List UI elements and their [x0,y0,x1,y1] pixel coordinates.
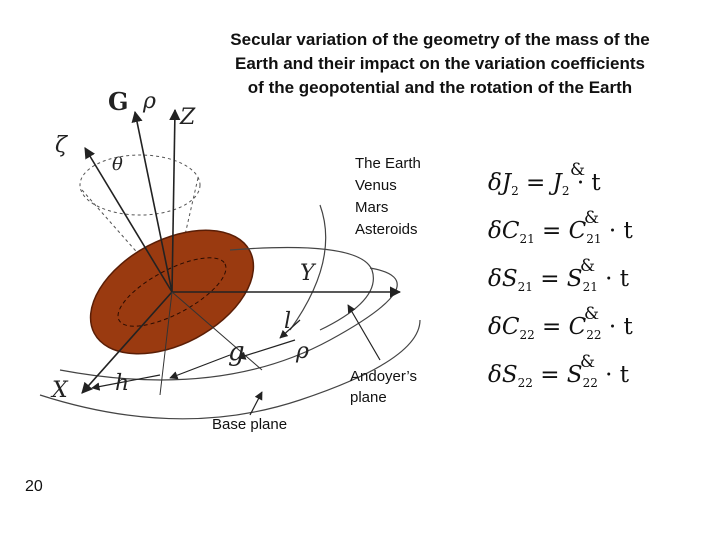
formula-rhs-sub: 2 [561,184,570,198]
dot-marker: & [570,160,586,180]
andoyer-arrow [348,305,380,360]
body-earth: The Earth [355,155,421,172]
formula-lhs: δC [488,218,520,244]
dot-marker: & [580,256,596,276]
andoyer-plane-label [350,366,417,408]
label-Y: Y [300,261,315,286]
formula-rhs-sub: 22 [582,376,598,390]
formula-lhs-sub: 21 [517,280,533,294]
formula-tail: · t [605,266,630,292]
page-number: 20 [25,478,43,495]
formula-rhs: S [566,362,583,388]
formula-lhs: δS [488,362,518,388]
formula-tail: · t [608,218,633,244]
label-rho-top: ρ [143,89,156,114]
formula-tail: · t [608,314,633,340]
formula-lhs-sub: 22 [519,328,535,342]
formula-rhs: C [568,314,587,340]
formula-c22: $\delta C_{22} = C_{22}$ & · t [488,304,633,342]
label-g: g [228,337,245,367]
formula-rhs: C [568,218,587,244]
formula-s21: $\delta S_{21} = S_{21}$ & · t [488,256,630,294]
body-asteroids: Asteroids [355,221,418,238]
dot-marker: & [580,352,596,372]
title-line-1: Secular variation of the geometry of the mass of the [230,30,650,49]
andoyer-line-1: Andoyer’s [350,368,417,385]
formula-lhs: δS [488,266,518,292]
dot-marker: & [584,304,600,324]
label-zeta: ζ [55,133,67,158]
label-rho-bottom: ρ [296,339,309,364]
label-G: G [108,87,129,116]
formula-lhs-sub: 21 [519,232,535,246]
formula-lhs: δJ [488,170,512,196]
formula-rhs: J [552,170,562,196]
formula-lhs-sub: 2 [511,184,519,198]
base-plane-label: Base plane [212,416,288,433]
label-h: h [115,371,130,396]
label-theta: θ [112,154,123,175]
rho-arrow [238,340,295,358]
body-mars: Mars [355,199,389,216]
body-venus: Venus [355,177,397,194]
formula-rhs: S [566,266,583,292]
dot-marker: & [584,208,600,228]
formula-j2: $\delta J_2 = J_2$ & · t [488,160,601,198]
label-X: X [52,378,68,403]
title-line-2: Earth and their impact on the variation coefficients [235,54,645,73]
perturbing-bodies-list [355,153,421,241]
label-l: l [284,309,292,334]
formula-tail: · t [605,362,630,388]
formula-rhs-sub: 21 [582,280,598,294]
label-Z: Z [180,105,196,130]
title-line-3: of the geopotential and the rotation of the Earth [247,78,633,97]
formula-lhs: δC [488,314,520,340]
formula-rhs-sub: 22 [586,328,602,342]
formula-lhs-sub: 22 [517,376,533,390]
precession-ellipse [80,155,200,215]
formula-rhs-sub: 21 [586,232,602,246]
coefficient-formulas [488,160,633,410]
formula-tail: · t [576,170,601,196]
formula-c21: $\delta C_{21} = C_{21}$ & · t [488,208,633,246]
andoyer-line-2: plane [350,389,387,406]
formula-s22: $\delta S_{22} = S_{22}$ & · t [488,352,630,390]
g-arrow [170,355,230,378]
